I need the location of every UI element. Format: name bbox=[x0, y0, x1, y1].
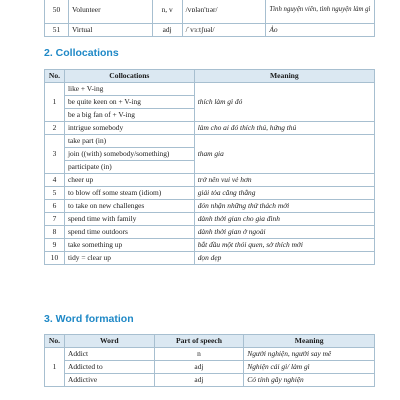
meaning: Có tính gây nghiện bbox=[244, 374, 375, 387]
word-formation-table bbox=[44, 334, 375, 387]
table-row bbox=[45, 239, 375, 252]
collocation: take something up bbox=[64, 239, 194, 252]
table-row bbox=[45, 213, 375, 226]
table-row bbox=[45, 252, 375, 265]
meaning: tham gia bbox=[194, 135, 374, 174]
collocations-table bbox=[44, 69, 375, 265]
table-row bbox=[45, 83, 375, 96]
collocation: like + V-ing bbox=[64, 83, 194, 96]
collocation: be quite keen on + V-ing bbox=[64, 96, 194, 109]
collocations-heading: 2. Collocations bbox=[44, 47, 119, 59]
table-header-row bbox=[45, 335, 375, 348]
meaning: làm cho ai đó thích thú, hứng thú bbox=[194, 122, 374, 135]
column-header: Part of speech bbox=[154, 335, 244, 348]
row-no: 3 bbox=[45, 135, 65, 174]
row-no: 9 bbox=[45, 239, 65, 252]
collocation: spend time with family bbox=[64, 213, 194, 226]
meaning: Người nghiện, người say mê bbox=[244, 348, 375, 361]
collocation: participate (in) bbox=[64, 161, 194, 174]
part-of-speech: adj bbox=[154, 361, 244, 374]
row-no: 1 bbox=[45, 83, 65, 122]
table-row bbox=[45, 174, 375, 187]
word-formation-heading: 3. Word formation bbox=[44, 313, 134, 325]
meaning: giải tỏa căng thẳng bbox=[194, 187, 374, 200]
part-of-speech: adj bbox=[154, 374, 244, 387]
vocab-pos: n, v bbox=[152, 0, 182, 24]
column-header: Collocations bbox=[64, 70, 194, 83]
part-of-speech: n bbox=[154, 348, 244, 361]
collocation: to blow off some steam (idiom) bbox=[64, 187, 194, 200]
collocation: intrigue somebody bbox=[64, 122, 194, 135]
vocab-ipa: /ˈvɜːtʃuəl/ bbox=[182, 24, 266, 37]
vocab-meaning: Tình nguyện viên, tình nguyện làm gì bbox=[266, 0, 375, 24]
word: Addicted to bbox=[64, 361, 154, 374]
meaning: dành thời gian ở ngoài bbox=[194, 226, 374, 239]
meaning: trở nên vui vẻ hơn bbox=[194, 174, 374, 187]
table-header-row bbox=[45, 70, 375, 83]
meaning: thích làm gì đó bbox=[194, 83, 374, 122]
vocab-table bbox=[44, 0, 375, 37]
vocab-meaning: Ảo bbox=[266, 24, 375, 37]
row-no: 8 bbox=[45, 226, 65, 239]
table-row bbox=[45, 200, 375, 213]
table-row bbox=[45, 348, 375, 361]
vocab-no: 51 bbox=[45, 24, 69, 37]
meaning: dọn dẹp bbox=[194, 252, 374, 265]
table-row bbox=[45, 0, 375, 24]
table-row bbox=[45, 122, 375, 135]
meaning: đón nhận những thử thách mới bbox=[194, 200, 374, 213]
collocation: spend time outdoors bbox=[64, 226, 194, 239]
word: Addict bbox=[64, 348, 154, 361]
row-no: 2 bbox=[45, 122, 65, 135]
row-no: 7 bbox=[45, 213, 65, 226]
column-header: No. bbox=[45, 335, 65, 348]
collocation: be a big fan of + V-ing bbox=[64, 109, 194, 122]
column-header: No. bbox=[45, 70, 65, 83]
row-no: 5 bbox=[45, 187, 65, 200]
word: Addictive bbox=[64, 374, 154, 387]
row-no: 6 bbox=[45, 200, 65, 213]
collocation: take part (in) bbox=[64, 135, 194, 148]
row-no: 4 bbox=[45, 174, 65, 187]
collocation: to take on new challenges bbox=[64, 200, 194, 213]
collocation: tidy = clear up bbox=[64, 252, 194, 265]
row-no: 1 bbox=[45, 348, 65, 387]
vocab-word: Virtual bbox=[68, 24, 152, 37]
table-row bbox=[45, 226, 375, 239]
collocation: join ((with) somebody/something) bbox=[64, 148, 194, 161]
collocation: cheer up bbox=[64, 174, 194, 187]
table-row bbox=[45, 24, 375, 37]
row-no: 10 bbox=[45, 252, 65, 265]
meaning: bắt đầu một thói quen, sở thích mới bbox=[194, 239, 374, 252]
vocab-ipa: /vɒlən'tɪər/ bbox=[182, 0, 266, 24]
vocab-word: Volunteer bbox=[68, 0, 152, 24]
table-row bbox=[45, 135, 375, 148]
meaning: Nghiện cái gì/ làm gì bbox=[244, 361, 375, 374]
table-row bbox=[45, 374, 375, 387]
table-row bbox=[45, 361, 375, 374]
vocab-pos: adj bbox=[152, 24, 182, 37]
column-header: Meaning bbox=[244, 335, 375, 348]
column-header: Word bbox=[64, 335, 154, 348]
table-row bbox=[45, 187, 375, 200]
column-header: Meaning bbox=[194, 70, 374, 83]
meaning: dành thời gian cho gia đình bbox=[194, 213, 374, 226]
vocab-no: 50 bbox=[45, 0, 69, 24]
